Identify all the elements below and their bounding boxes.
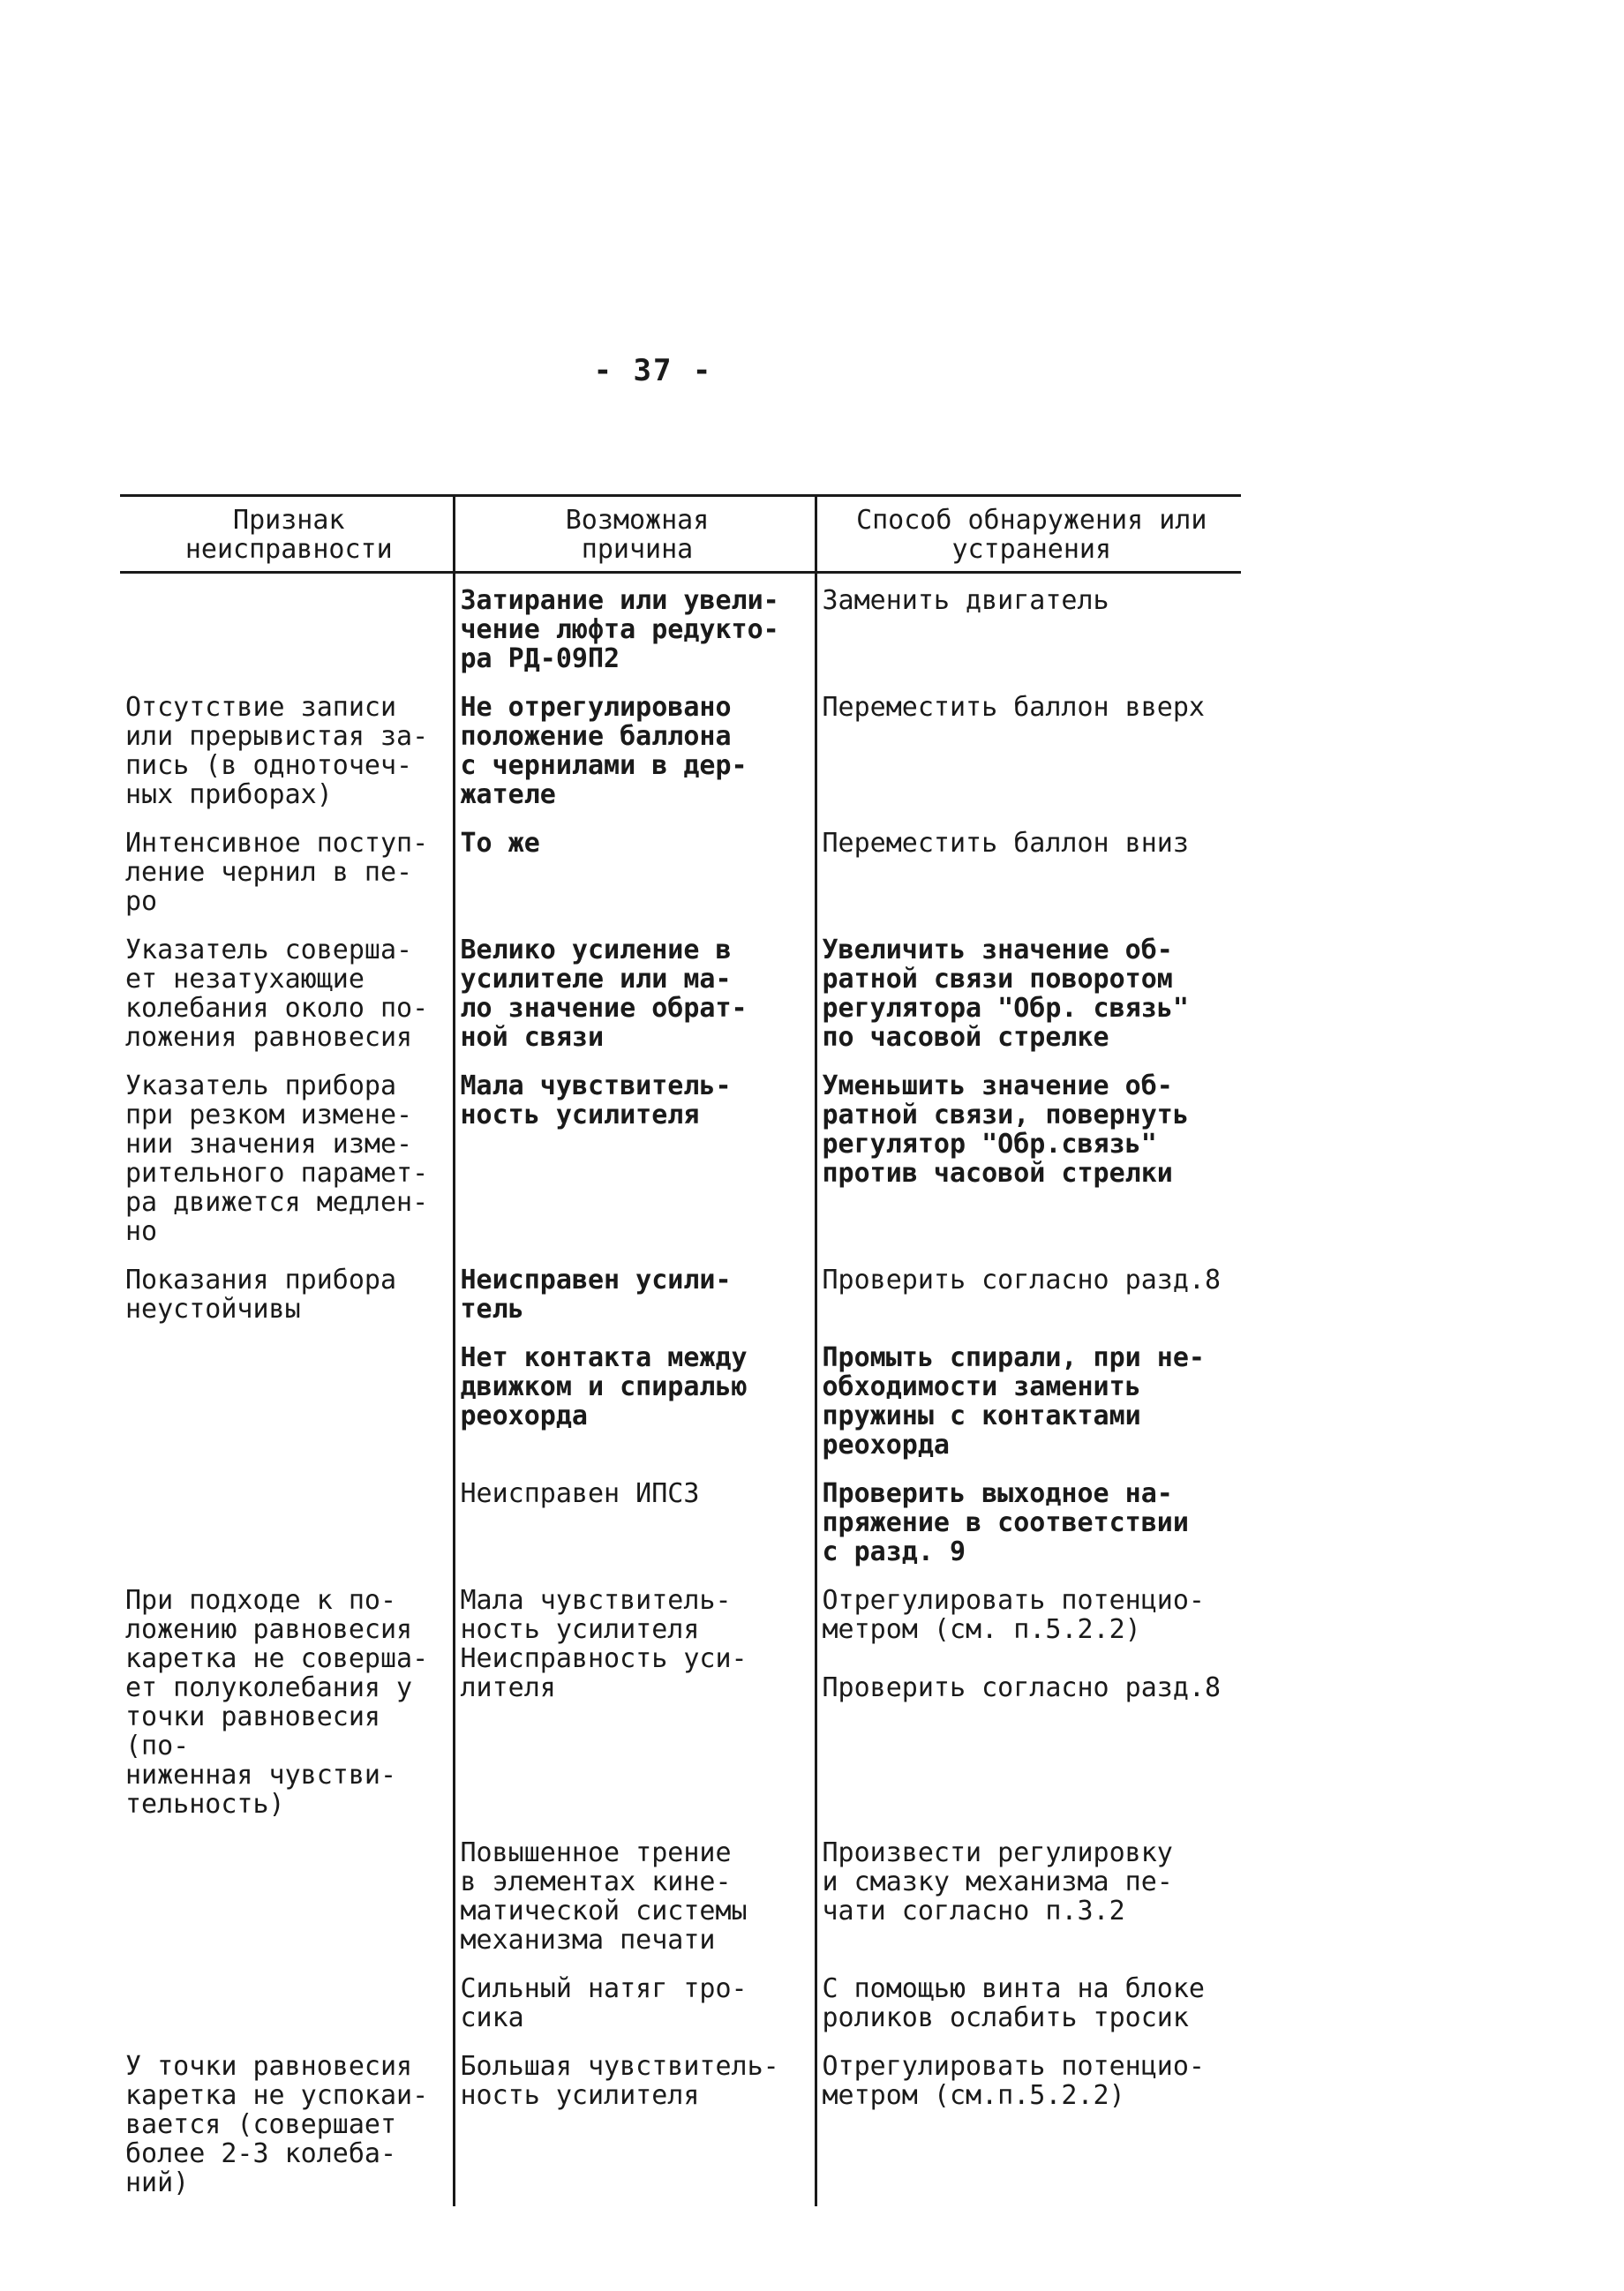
cell-remedy: С помощью винта на блоке роликов ослабить тросик	[816, 1964, 1241, 2041]
cell-cause: Не отрегулировано положение баллона с чернилами в дер- жателе	[454, 682, 816, 818]
cell-remedy: Проверить согласно разд.8	[816, 1255, 1241, 1333]
cell-remedy: Переместить баллон вниз	[816, 818, 1241, 925]
cell-remedy: Отрегулировать потенцио- метром (см.п.5.2.2)	[816, 2041, 1241, 2206]
table-row	[120, 1964, 1241, 2041]
table-row	[120, 1333, 1241, 1468]
cell-cause: То же	[454, 818, 816, 925]
troubleshooting-table-container	[120, 494, 1241, 2206]
cell-cause: Нет контакта между движком и спиралью реохорда	[454, 1333, 816, 1468]
cell-sign	[120, 1964, 454, 2041]
table-row	[120, 1255, 1241, 1333]
cell-remedy: Заменить двигатель	[816, 573, 1241, 683]
troubleshooting-table	[120, 494, 1241, 2206]
cell-remedy: Уменьшить значение об- ратной связи, повернуть регулятор "Обр.связь" против часовой стрелки	[816, 1061, 1241, 1255]
header-remedy: Способ обнаружения или устранения	[816, 496, 1241, 573]
cell-cause: Мала чувствитель- ность усилителя Неисправность уси- лителя	[454, 1575, 816, 1828]
cell-cause: Большая чувствитель- ность усилителя	[454, 2041, 816, 2206]
table-row	[120, 1061, 1241, 1255]
table-row	[120, 1575, 1241, 1828]
table-row	[120, 2041, 1241, 2206]
header-sign: Признак неисправности	[120, 496, 454, 573]
table-row	[120, 925, 1241, 1061]
cell-cause: Сильный натяг тро- сика	[454, 1964, 816, 2041]
cell-sign	[120, 1468, 454, 1575]
cell-sign: При подходе к по- ложению равновесия каретка не соверша- ет полуколебания у точки равновесия (по- ниженная чувстви- тельность)	[125, 1585, 429, 1820]
page-number: - 37 -	[593, 353, 713, 388]
cell-sign	[120, 1333, 454, 1468]
cell-remedy: Переместить баллон вверх	[816, 682, 1241, 818]
table-row	[120, 1468, 1241, 1575]
header-cause: Возможная причина	[454, 496, 816, 573]
cell-cause: Велико усиление в усилителе или ма- ло значение обрат- ной связи	[454, 925, 816, 1061]
cell-sign: Интенсивное поступ- ление чернил в пе- ро	[125, 828, 429, 917]
table-header-row	[120, 496, 1241, 573]
table-row	[120, 573, 1241, 683]
cell-sign: Указатель прибора при резком измене- нии значения изме- рительного парамет- ра движется медлен- но	[125, 1070, 429, 1247]
cell-cause: Затирание или увели- чение люфта редукто- ра РД-09П2	[454, 573, 816, 683]
cell-remedy: Отрегулировать потенцио- метром (см. п.5.2.2) Проверить согласно разд.8	[816, 1575, 1241, 1828]
cell-remedy: Произвести регулировку и смазку механизма пе- чати согласно п.3.2	[816, 1828, 1241, 1964]
cell-sign: Указатель соверша- ет незатухающие колебания около по- ложения равновесия	[125, 935, 429, 1053]
cell-sign	[120, 1828, 454, 1964]
cell-sign: У точки равновесия каретка не успокаи- вается (совершает более 2-3 колеба- ний)	[125, 2051, 429, 2198]
cell-remedy: Промыть спирали, при не- обходимости заменить пружины с контактами реохорда	[816, 1333, 1241, 1468]
cell-sign	[120, 573, 454, 683]
cell-cause: Неисправен усили- тель	[454, 1255, 816, 1333]
cell-cause: Повышенное трение в элементах кине- матической системы механизма печати	[454, 1828, 816, 1964]
cell-cause: Неисправен ИПСЗ	[454, 1468, 816, 1575]
table-row	[120, 682, 1241, 818]
cell-cause: Мала чувствитель- ность усилителя	[454, 1061, 816, 1255]
cell-remedy: Увеличить значение об- ратной связи поворотом регулятора "Обр. связь" по часовой стрелке	[816, 925, 1241, 1061]
cell-sign: Отсутствие записи или прерывистая за- пись (в одноточеч- ных приборах)	[125, 692, 429, 810]
cell-sign: Показания прибора неустойчивы	[125, 1265, 397, 1325]
table-row	[120, 1828, 1241, 1964]
table-row	[120, 818, 1241, 925]
cell-remedy: Проверить выходное на- пряжение в соответствии с разд. 9	[816, 1468, 1241, 1575]
